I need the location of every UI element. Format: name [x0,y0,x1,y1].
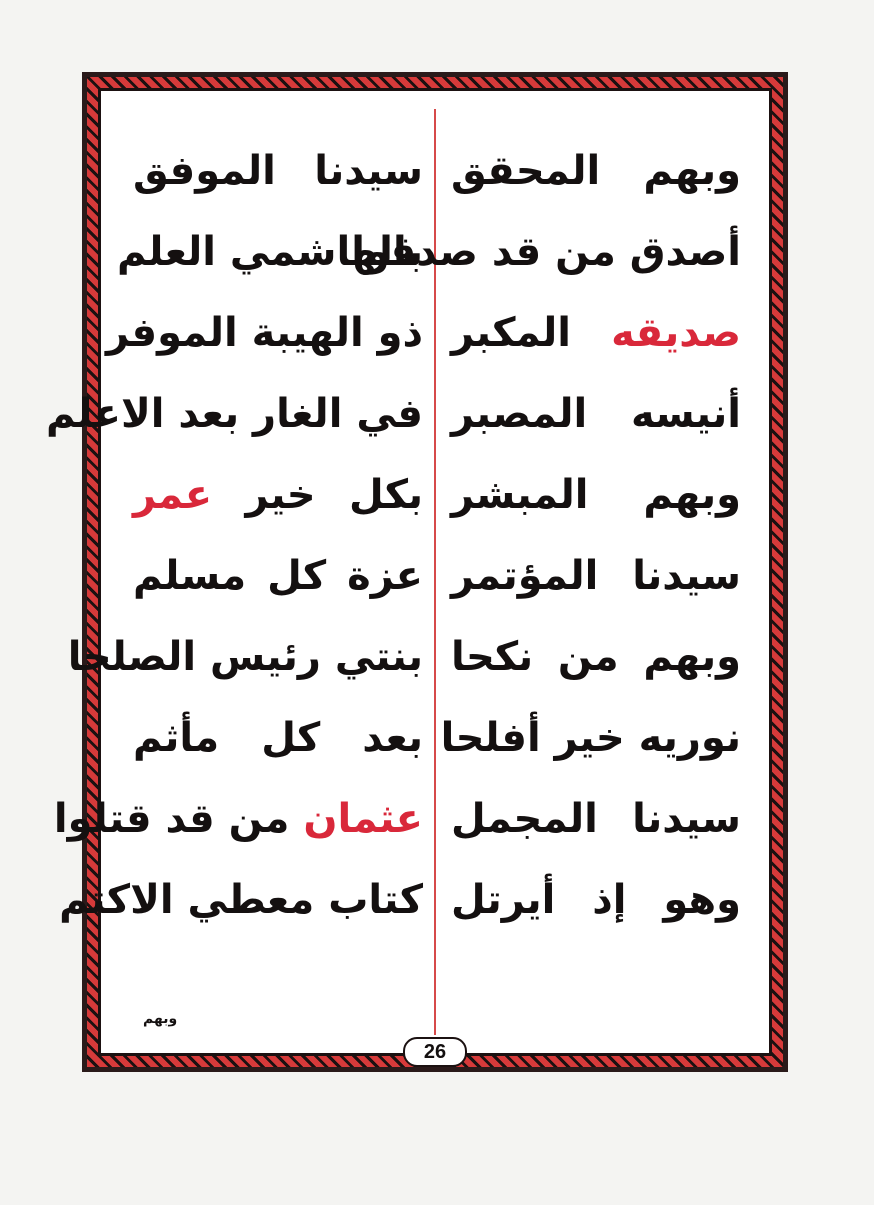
verse-text: بعد كل مأثم [133,715,423,761]
verse-text: أنيسه المصبر [451,391,741,437]
verse-text: وبهم المبشر [451,472,741,518]
verse-text: في الغار بعد الاعلم [45,391,423,437]
verse-line [451,131,741,212]
verse-text: بالهاشمي العلم [116,229,423,275]
verse-line [451,536,741,617]
verse-line [67,617,423,698]
verse-text: المكبر [451,310,612,356]
verse-line [133,131,423,212]
verse-line [116,212,423,293]
verse-line [133,698,423,779]
verse-text: وهو إذ أيرتل [451,877,741,923]
verse-text: من قد قتلوا [53,796,304,842]
verse-text: سيدنا المؤتمر [451,553,741,599]
verse-text: وبهم المحقق [451,148,741,194]
verse-highlight: صديقه [611,310,741,356]
verse-line [451,455,741,536]
verse-text: بكل خير [212,472,423,518]
page-frame [45,72,788,1072]
verse-line [451,617,741,698]
verse-text: سيدنا المجمل [451,796,741,842]
left-column [45,131,423,941]
verse-text: نوريه خير أفلحا [440,715,741,761]
verse-line [133,455,423,536]
verse-text: بنتي رئيس الصلحا [67,634,423,680]
verse-text: أصدق من قد صدقوا [351,229,741,275]
verse-text: سيدنا الموفق [133,148,423,194]
verse-line [53,779,423,860]
catchword: وبهم [143,1011,178,1027]
verse-text: وبهم من نكحا [451,634,741,680]
verse-line [451,374,741,455]
verse-line [451,860,741,941]
verse-text: كتاب معطي الاكتم [59,877,423,923]
verse-line [451,779,741,860]
verse-highlight: عثمان [303,796,423,842]
verse-text: عزة كل مسلم [133,553,423,599]
verse-line [106,293,423,374]
verse-line [351,212,741,293]
verse-line [440,698,741,779]
ornamental-border [45,77,783,1067]
verse-line [133,536,423,617]
text-panel [45,88,772,1063]
verse-line [45,374,423,455]
verse-line [451,293,741,374]
verse-highlight: عمر [133,472,213,518]
verse-text: ذو الهيبة الموفر [106,310,423,356]
verse-line [59,860,423,941]
page-number: 26 [403,1037,467,1067]
